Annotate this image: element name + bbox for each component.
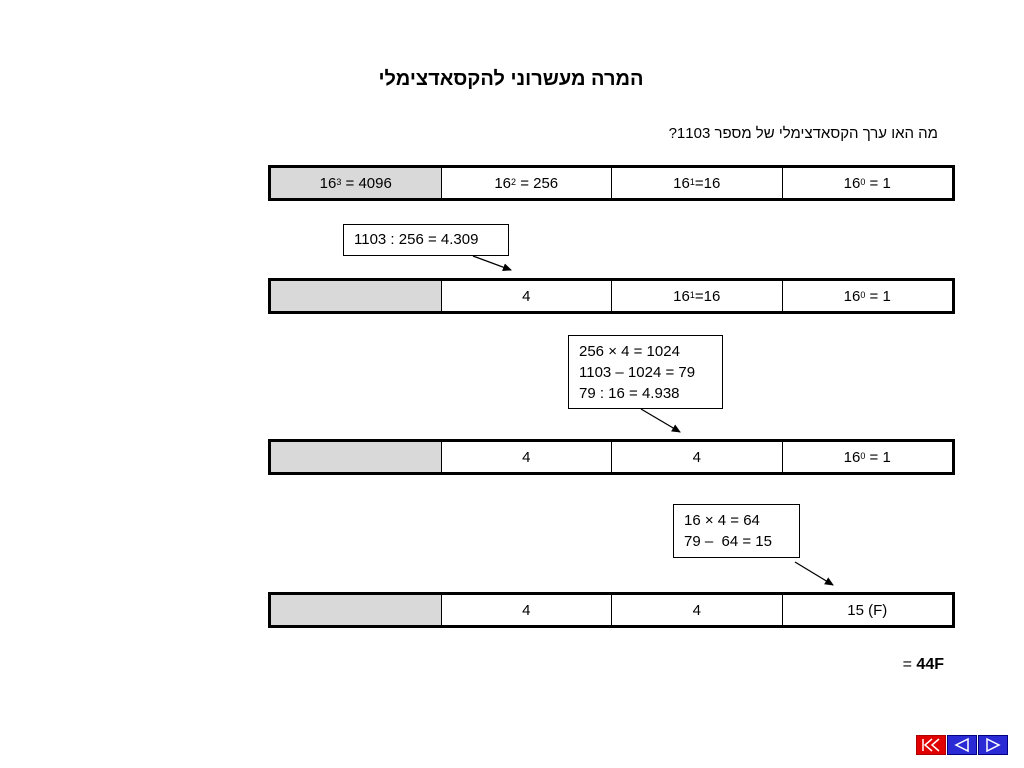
table-cell: 16 $^3$ = 4096: [271, 168, 441, 198]
question-text: מה האו ערך הקסאדצימלי של מספר 1103?: [668, 125, 938, 142]
cell-base: 15 (F): [847, 601, 888, 619]
page-title: המרה מעשרוני להקסאדצימלי: [378, 68, 644, 90]
cell-base: 16: [319, 174, 337, 192]
cell-value: =16: [694, 287, 721, 305]
cell-base: 4: [522, 601, 531, 619]
cell-base: 16: [843, 174, 861, 192]
cell-value: = 1: [865, 448, 891, 466]
arrow: [795, 562, 833, 585]
result-prefix: =: [902, 656, 917, 673]
next-slide-button[interactable]: [978, 735, 1008, 755]
arrow: [473, 256, 511, 270]
cell-base: 4: [692, 448, 701, 466]
table-cell: 16 $^0$ = 1: [782, 168, 953, 198]
calculation-line: 79 – 64 = 15: [684, 533, 772, 550]
previous-slide-button[interactable]: [947, 735, 977, 755]
calculation-line: 1103 : 256 = 4.309: [354, 231, 479, 248]
next-slide-icon: [982, 737, 1004, 753]
table-cell: 16 $^1$ =16: [611, 281, 782, 311]
previous-slide-icon: [951, 737, 973, 753]
calculation-line: 256 × 4 = 1024: [579, 343, 680, 360]
table-cell: 16 $^0$ = 1: [782, 442, 953, 472]
cell-value: = 4096: [341, 174, 392, 192]
final-result: [903, 656, 944, 674]
calculation-line: 16 × 4 = 64: [684, 512, 760, 529]
cell-value: = 1: [865, 287, 891, 305]
cell-base: 16: [843, 287, 861, 305]
cell-base: 16: [494, 174, 512, 192]
cell-value: =16: [694, 174, 721, 192]
cell-value: = 256: [516, 174, 559, 192]
cell-base: 16: [673, 287, 690, 305]
calculation-line: 79 : 16 = 4.938: [579, 385, 680, 402]
cell-base: 4: [522, 448, 531, 466]
table-cell: 16 $^2$ = 256: [441, 168, 612, 198]
result-value: 44F: [916, 656, 944, 673]
cell-base: 4: [522, 287, 531, 305]
first-slide-icon: [920, 737, 942, 753]
cell-base: 16: [673, 174, 690, 192]
cell-base: 4: [692, 601, 701, 619]
table-cell: 16 $^0$ = 1: [782, 281, 953, 311]
calculation-line: 1103 – 1024 = 79: [579, 364, 696, 381]
cell-base: 16: [843, 448, 861, 466]
first-slide-button[interactable]: [916, 735, 946, 755]
arrow: [641, 409, 680, 432]
slide-navigation: [916, 735, 1008, 755]
cell-value: = 1: [865, 174, 891, 192]
table-cell: 16 $^1$ =16: [611, 168, 782, 198]
